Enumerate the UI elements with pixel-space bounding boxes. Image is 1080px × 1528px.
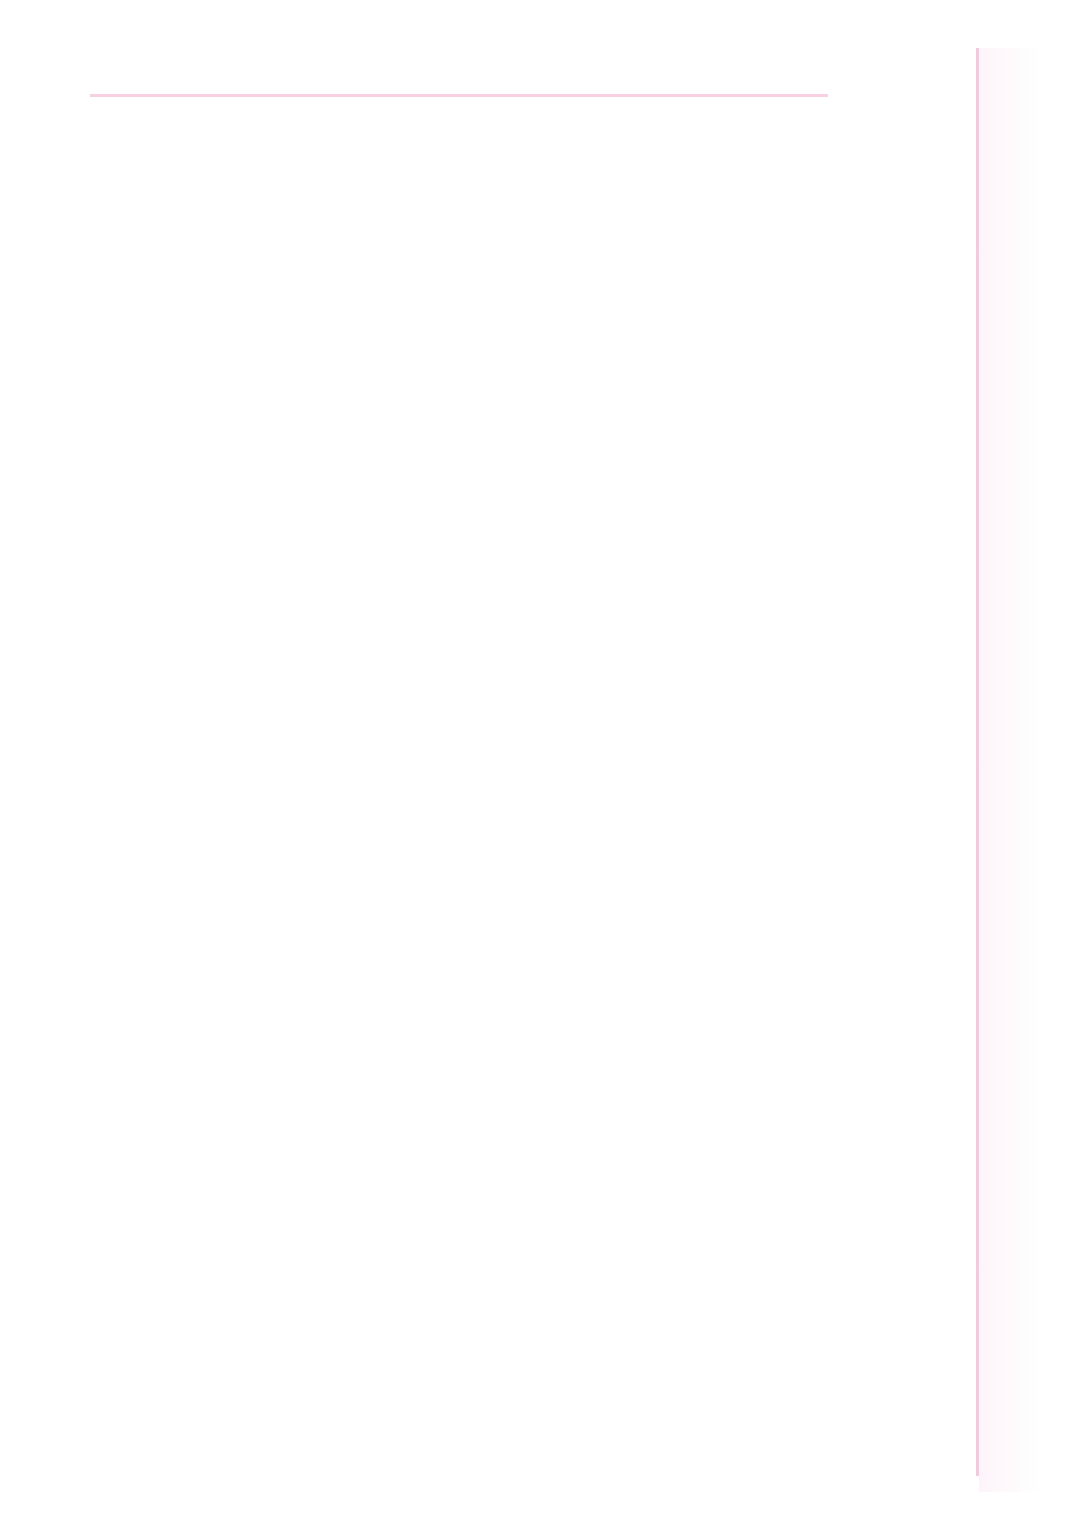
page-edge-line xyxy=(976,48,979,1476)
heading-underline xyxy=(90,94,828,97)
page-edge-tint xyxy=(979,48,1041,1492)
notes-page xyxy=(90,40,830,128)
